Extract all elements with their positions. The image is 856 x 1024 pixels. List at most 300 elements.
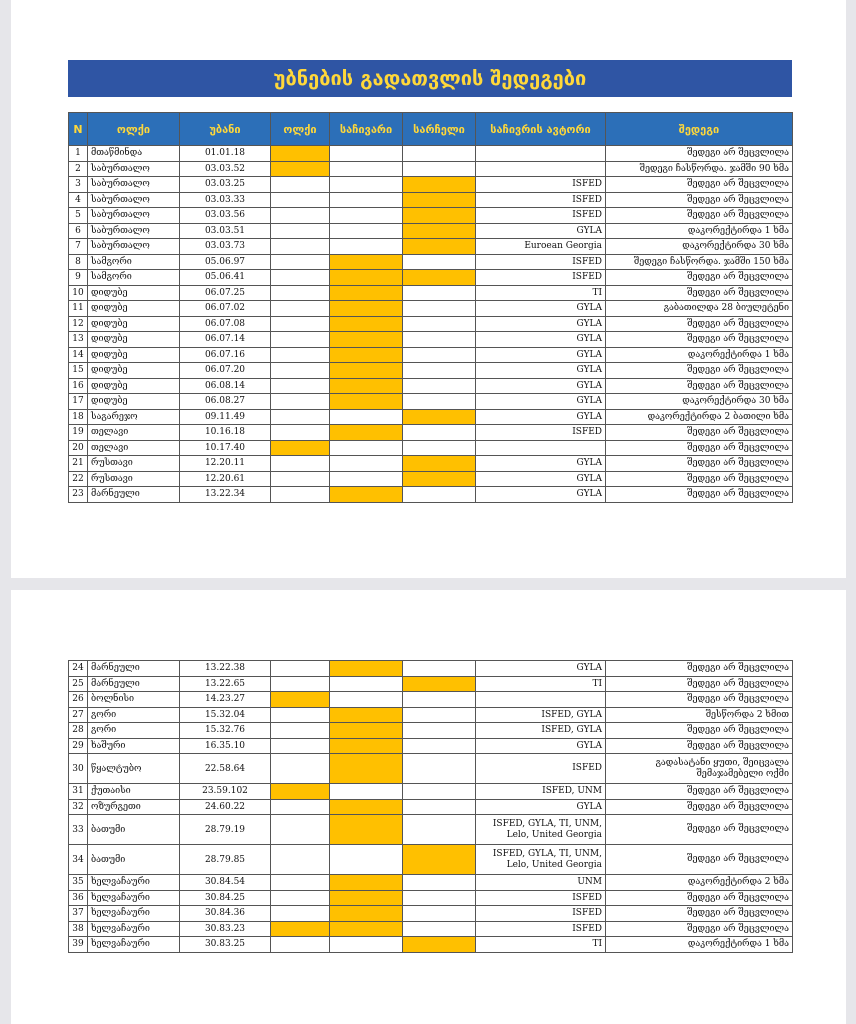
complaint-author-cell: Euroean Georgia xyxy=(476,239,606,255)
precinct-cell: 10.17.40 xyxy=(180,440,271,456)
precinct-cell: 06.08.14 xyxy=(180,378,271,394)
complaint-author-cell: UNM xyxy=(476,875,606,891)
recount-results-table xyxy=(68,112,793,503)
result-cell: დაკორექტირდა 2 ხმა xyxy=(606,875,793,891)
row-number: 23 xyxy=(69,487,88,503)
complaint-mark xyxy=(330,239,403,255)
table-row xyxy=(69,784,793,800)
district-commission-mark xyxy=(271,285,330,301)
precinct-cell: 14.23.27 xyxy=(180,692,271,708)
precinct-cell: 13.22.34 xyxy=(180,487,271,503)
complaint-author-cell: TI xyxy=(476,937,606,953)
result-cell: შედეგი არ შეცვლილა xyxy=(606,440,793,456)
header-district: ოლქი xyxy=(88,113,180,146)
lawsuit-mark xyxy=(403,316,476,332)
complaint-mark xyxy=(330,875,403,891)
complaint-mark xyxy=(330,378,403,394)
complaint-mark xyxy=(330,332,403,348)
row-number: 29 xyxy=(69,738,88,754)
precinct-cell: 03.03.56 xyxy=(180,208,271,224)
complaint-author-cell: ISFED, GYLA xyxy=(476,707,606,723)
table-row xyxy=(69,676,793,692)
precinct-cell: 12.20.11 xyxy=(180,456,271,472)
lawsuit-mark xyxy=(403,177,476,193)
district-cell: ხელვაჩაური xyxy=(88,875,180,891)
table-row xyxy=(69,692,793,708)
row-number: 33 xyxy=(69,815,88,845)
district-cell: ხელვაჩაური xyxy=(88,921,180,937)
precinct-cell: 30.84.25 xyxy=(180,890,271,906)
row-number: 17 xyxy=(69,394,88,410)
precinct-cell: 06.08.27 xyxy=(180,394,271,410)
lawsuit-mark xyxy=(403,285,476,301)
precinct-cell: 03.03.52 xyxy=(180,161,271,177)
precinct-cell: 09.11.49 xyxy=(180,409,271,425)
district-commission-mark xyxy=(271,378,330,394)
table-row xyxy=(69,347,793,363)
result-cell: შედეგი არ შეცვლილა xyxy=(606,799,793,815)
complaint-author-cell: ISFED xyxy=(476,906,606,922)
precinct-cell: 30.84.54 xyxy=(180,875,271,891)
table-row xyxy=(69,301,793,317)
result-cell: დაკორექტირდა 30 ხმა xyxy=(606,394,793,410)
complaint-mark xyxy=(330,692,403,708)
complaint-author-cell: ISFED xyxy=(476,192,606,208)
lawsuit-mark xyxy=(403,487,476,503)
complaint-author-cell: GYLA xyxy=(476,471,606,487)
district-commission-mark xyxy=(271,146,330,162)
precinct-cell: 03.03.33 xyxy=(180,192,271,208)
district-commission-mark xyxy=(271,890,330,906)
lawsuit-mark xyxy=(403,223,476,239)
lawsuit-mark xyxy=(403,239,476,255)
complaint-author-cell: GYLA xyxy=(476,332,606,348)
table-row xyxy=(69,487,793,503)
result-cell: შედეგი არ შეცვლილა xyxy=(606,661,793,677)
district-cell: საგარეჯო xyxy=(88,409,180,425)
complaint-author-cell: GYLA xyxy=(476,394,606,410)
district-cell: დიდუბე xyxy=(88,394,180,410)
lawsuit-mark xyxy=(403,921,476,937)
precinct-cell: 24.60.22 xyxy=(180,799,271,815)
result-cell: შედეგი არ შეცვლილა xyxy=(606,177,793,193)
complaint-author-cell: GYLA xyxy=(476,223,606,239)
result-cell: შედეგი არ შეცვლილა xyxy=(606,906,793,922)
document-page-2 xyxy=(11,590,846,1024)
lawsuit-mark xyxy=(403,471,476,487)
complaint-author-cell: GYLA xyxy=(476,378,606,394)
result-cell: შედეგი არ შეცვლილა xyxy=(606,332,793,348)
document-page-1 xyxy=(11,0,846,578)
result-cell: შედეგი არ შეცვლილა xyxy=(606,738,793,754)
precinct-cell: 06.07.16 xyxy=(180,347,271,363)
district-commission-mark xyxy=(271,440,330,456)
row-number: 24 xyxy=(69,661,88,677)
table-row xyxy=(69,661,793,677)
complaint-author-cell: GYLA xyxy=(476,363,606,379)
complaint-author-cell: ISFED xyxy=(476,754,606,784)
complaint-mark xyxy=(330,676,403,692)
complaint-mark xyxy=(330,425,403,441)
complaint-author-cell: GYLA xyxy=(476,487,606,503)
result-cell: გაბათილდა 28 ბიულეტენი xyxy=(606,301,793,317)
lawsuit-mark xyxy=(403,661,476,677)
table-row xyxy=(69,845,793,875)
complaint-mark xyxy=(330,754,403,784)
lawsuit-mark xyxy=(403,332,476,348)
table-row xyxy=(69,146,793,162)
header-lawsuit: სარჩელი xyxy=(403,113,476,146)
lawsuit-mark xyxy=(403,937,476,953)
precinct-cell: 15.32.76 xyxy=(180,723,271,739)
table-row xyxy=(69,363,793,379)
district-cell: ხაშური xyxy=(88,738,180,754)
complaint-mark xyxy=(330,845,403,875)
row-number: 37 xyxy=(69,906,88,922)
table-row xyxy=(69,799,793,815)
row-number: 14 xyxy=(69,347,88,363)
district-commission-mark xyxy=(271,661,330,677)
lawsuit-mark xyxy=(403,845,476,875)
table-row xyxy=(69,890,793,906)
district-commission-mark xyxy=(271,223,330,239)
lawsuit-mark xyxy=(403,738,476,754)
table-row xyxy=(69,723,793,739)
district-cell: ოზურგეთი xyxy=(88,799,180,815)
lawsuit-mark xyxy=(403,409,476,425)
precinct-cell: 06.07.08 xyxy=(180,316,271,332)
district-commission-mark xyxy=(271,316,330,332)
complaint-author-cell: ISFED xyxy=(476,425,606,441)
district-commission-mark xyxy=(271,676,330,692)
table-row xyxy=(69,875,793,891)
complaint-author-cell: GYLA xyxy=(476,456,606,472)
district-cell: ხელვაჩაური xyxy=(88,906,180,922)
complaint-mark xyxy=(330,487,403,503)
complaint-mark xyxy=(330,285,403,301)
district-cell: მთაწმინდა xyxy=(88,146,180,162)
result-cell: შედეგი არ შეცვლილა xyxy=(606,270,793,286)
result-cell: შესწორდა 2 ხმით xyxy=(606,707,793,723)
precinct-cell: 30.83.25 xyxy=(180,937,271,953)
district-cell: ბათუმი xyxy=(88,845,180,875)
district-cell: დიდუბე xyxy=(88,347,180,363)
district-cell: საბურთალო xyxy=(88,161,180,177)
row-number: 31 xyxy=(69,784,88,800)
row-number: 26 xyxy=(69,692,88,708)
row-number: 19 xyxy=(69,425,88,441)
row-number: 21 xyxy=(69,456,88,472)
district-commission-mark xyxy=(271,177,330,193)
table-row xyxy=(69,906,793,922)
complaint-mark xyxy=(330,456,403,472)
lawsuit-mark xyxy=(403,270,476,286)
result-cell: შედეგი არ შეცვლილა xyxy=(606,845,793,875)
district-cell: დიდუბე xyxy=(88,301,180,317)
row-number: 27 xyxy=(69,707,88,723)
district-commission-mark xyxy=(271,692,330,708)
district-commission-mark xyxy=(271,754,330,784)
row-number: 35 xyxy=(69,875,88,891)
page-title: უბნების გადათვლის შედეგები xyxy=(68,60,792,97)
lawsuit-mark xyxy=(403,456,476,472)
complaint-author-cell: GYLA xyxy=(476,301,606,317)
header-complaint-author: საჩივრის ავტორი xyxy=(476,113,606,146)
lawsuit-mark xyxy=(403,146,476,162)
district-cell: მარნეული xyxy=(88,661,180,677)
row-number: 30 xyxy=(69,754,88,784)
result-cell: შედეგი არ შეცვლილა xyxy=(606,487,793,503)
complaint-mark xyxy=(330,146,403,162)
complaint-author-cell: GYLA xyxy=(476,347,606,363)
complaint-mark xyxy=(330,270,403,286)
district-commission-mark xyxy=(271,921,330,937)
complaint-mark xyxy=(330,440,403,456)
lawsuit-mark xyxy=(403,754,476,784)
lawsuit-mark xyxy=(403,723,476,739)
result-cell: შედეგი არ შეცვლილა xyxy=(606,456,793,472)
lawsuit-mark xyxy=(403,208,476,224)
header-n: N xyxy=(69,113,88,146)
precinct-cell: 16.35.10 xyxy=(180,738,271,754)
row-number: 1 xyxy=(69,146,88,162)
table-row xyxy=(69,707,793,723)
district-commission-mark xyxy=(271,270,330,286)
district-commission-mark xyxy=(271,707,330,723)
complaint-mark xyxy=(330,347,403,363)
result-cell: დაკორექტირდა 1 ხმა xyxy=(606,937,793,953)
district-commission-mark xyxy=(271,456,330,472)
district-cell: ხელვაჩაური xyxy=(88,890,180,906)
complaint-author-cell: ISFED xyxy=(476,270,606,286)
row-number: 10 xyxy=(69,285,88,301)
complaint-mark xyxy=(330,921,403,937)
table-header-row xyxy=(69,113,793,146)
table-row xyxy=(69,285,793,301)
district-cell: რუსთავი xyxy=(88,456,180,472)
complaint-author-cell xyxy=(476,146,606,162)
table-row xyxy=(69,921,793,937)
table-row xyxy=(69,754,793,784)
district-cell: დიდუბე xyxy=(88,332,180,348)
table-row xyxy=(69,223,793,239)
complaint-mark xyxy=(330,363,403,379)
district-cell: გორი xyxy=(88,723,180,739)
precinct-cell: 03.03.73 xyxy=(180,239,271,255)
lawsuit-mark xyxy=(403,692,476,708)
result-cell: დაკორექტირდა 30 ხმა xyxy=(606,239,793,255)
result-cell: დაკორექტირდა 1 ხმა xyxy=(606,223,793,239)
district-cell: სამგორი xyxy=(88,254,180,270)
complaint-mark xyxy=(330,254,403,270)
row-number: 20 xyxy=(69,440,88,456)
precinct-cell: 06.07.25 xyxy=(180,285,271,301)
precinct-cell: 10.16.18 xyxy=(180,425,271,441)
complaint-author-cell: GYLA xyxy=(476,409,606,425)
district-cell: საბურთალო xyxy=(88,239,180,255)
complaint-author-cell: ISFED xyxy=(476,208,606,224)
table-row xyxy=(69,332,793,348)
precinct-cell: 28.79.19 xyxy=(180,815,271,845)
precinct-cell: 28.79.85 xyxy=(180,845,271,875)
complaint-mark xyxy=(330,161,403,177)
complaint-mark xyxy=(330,906,403,922)
precinct-cell: 05.06.97 xyxy=(180,254,271,270)
row-number: 6 xyxy=(69,223,88,239)
row-number: 39 xyxy=(69,937,88,953)
result-cell: დაკორექტირდა 2 ბათილი ხმა xyxy=(606,409,793,425)
complaint-author-cell: ISFED xyxy=(476,921,606,937)
complaint-mark xyxy=(330,177,403,193)
row-number: 5 xyxy=(69,208,88,224)
district-cell: თელავი xyxy=(88,425,180,441)
district-commission-mark xyxy=(271,208,330,224)
precinct-cell: 13.22.65 xyxy=(180,676,271,692)
district-cell: გორი xyxy=(88,707,180,723)
district-commission-mark xyxy=(271,738,330,754)
row-number: 22 xyxy=(69,471,88,487)
district-cell: ქუთაისი xyxy=(88,784,180,800)
district-cell: მარნეული xyxy=(88,676,180,692)
complaint-author-cell: TI xyxy=(476,676,606,692)
lawsuit-mark xyxy=(403,347,476,363)
table-row xyxy=(69,254,793,270)
complaint-mark xyxy=(330,738,403,754)
district-commission-mark xyxy=(271,471,330,487)
result-cell: შედეგი არ შეცვლილა xyxy=(606,378,793,394)
row-number: 12 xyxy=(69,316,88,332)
result-cell: შედეგი არ შეცვლილა xyxy=(606,692,793,708)
complaint-author-cell: ISFED xyxy=(476,254,606,270)
result-cell: შედეგი არ შეცვლილა xyxy=(606,815,793,845)
lawsuit-mark xyxy=(403,161,476,177)
district-commission-mark xyxy=(271,192,330,208)
complaint-author-cell xyxy=(476,692,606,708)
result-cell: შედეგი არ შეცვლილა xyxy=(606,208,793,224)
lawsuit-mark xyxy=(403,875,476,891)
row-number: 16 xyxy=(69,378,88,394)
result-cell: შედეგი ჩასწორდა. ჯამში 150 ხმა xyxy=(606,254,793,270)
district-commission-mark xyxy=(271,409,330,425)
district-cell: დიდუბე xyxy=(88,285,180,301)
precinct-cell: 15.32.04 xyxy=(180,707,271,723)
lawsuit-mark xyxy=(403,378,476,394)
district-cell: ბათუმი xyxy=(88,815,180,845)
district-commission-mark xyxy=(271,845,330,875)
district-commission-mark xyxy=(271,239,330,255)
table-row xyxy=(69,471,793,487)
table-row xyxy=(69,440,793,456)
result-cell: შედეგი არ შეცვლილა xyxy=(606,316,793,332)
table-row xyxy=(69,937,793,953)
complaint-mark xyxy=(330,223,403,239)
row-number: 28 xyxy=(69,723,88,739)
table-row xyxy=(69,316,793,332)
table-row xyxy=(69,409,793,425)
result-cell: შედეგი ჩასწორდა. ჯამში 90 ხმა xyxy=(606,161,793,177)
precinct-cell: 01.01.18 xyxy=(180,146,271,162)
district-cell: დიდუბე xyxy=(88,316,180,332)
precinct-cell: 30.83.23 xyxy=(180,921,271,937)
lawsuit-mark xyxy=(403,815,476,845)
district-commission-mark xyxy=(271,875,330,891)
complaint-mark xyxy=(330,784,403,800)
complaint-author-cell: GYLA xyxy=(476,661,606,677)
district-commission-mark xyxy=(271,161,330,177)
precinct-cell: 06.07.02 xyxy=(180,301,271,317)
complaint-author-cell xyxy=(476,440,606,456)
complaint-mark xyxy=(330,409,403,425)
complaint-mark xyxy=(330,799,403,815)
row-number: 13 xyxy=(69,332,88,348)
result-cell: შედეგი არ შეცვლილა xyxy=(606,192,793,208)
result-cell: შედეგი არ შეცვლილა xyxy=(606,784,793,800)
precinct-cell: 06.07.20 xyxy=(180,363,271,379)
lawsuit-mark xyxy=(403,425,476,441)
district-commission-mark xyxy=(271,799,330,815)
result-cell: შედეგი არ შეცვლილა xyxy=(606,285,793,301)
complaint-author-cell: GYLA xyxy=(476,316,606,332)
complaint-author-cell: ISFED xyxy=(476,890,606,906)
district-commission-mark xyxy=(271,425,330,441)
district-commission-mark xyxy=(271,937,330,953)
table-row xyxy=(69,270,793,286)
row-number: 3 xyxy=(69,177,88,193)
result-cell: შედეგი არ შეცვლილა xyxy=(606,146,793,162)
row-number: 36 xyxy=(69,890,88,906)
complaint-author-cell: ISFED, GYLA, TI, UNM, Lelo, United Georgia xyxy=(476,845,606,875)
district-commission-mark xyxy=(271,332,330,348)
header-precinct: უბანი xyxy=(180,113,271,146)
lawsuit-mark xyxy=(403,440,476,456)
complaint-mark xyxy=(330,815,403,845)
lawsuit-mark xyxy=(403,676,476,692)
recount-results-table-continued xyxy=(68,660,793,953)
lawsuit-mark xyxy=(403,799,476,815)
lawsuit-mark xyxy=(403,254,476,270)
complaint-mark xyxy=(330,707,403,723)
result-cell: შედეგი არ შეცვლილა xyxy=(606,363,793,379)
table-row xyxy=(69,425,793,441)
district-commission-mark xyxy=(271,487,330,503)
lawsuit-mark xyxy=(403,890,476,906)
table-row xyxy=(69,394,793,410)
precinct-cell: 06.07.14 xyxy=(180,332,271,348)
lawsuit-mark xyxy=(403,301,476,317)
complaint-mark xyxy=(330,890,403,906)
table-row xyxy=(69,815,793,845)
lawsuit-mark xyxy=(403,394,476,410)
lawsuit-mark xyxy=(403,363,476,379)
lawsuit-mark xyxy=(403,192,476,208)
precinct-cell: 12.20.61 xyxy=(180,471,271,487)
complaint-author-cell: ISFED, GYLA, TI, UNM, Lelo, United Georgia xyxy=(476,815,606,845)
row-number: 4 xyxy=(69,192,88,208)
complaint-mark xyxy=(330,723,403,739)
table-row xyxy=(69,161,793,177)
row-number: 32 xyxy=(69,799,88,815)
precinct-cell: 03.03.51 xyxy=(180,223,271,239)
complaint-mark xyxy=(330,208,403,224)
district-commission-mark xyxy=(271,254,330,270)
result-cell: შედეგი არ შეცვლილა xyxy=(606,723,793,739)
district-commission-mark xyxy=(271,906,330,922)
district-commission-mark xyxy=(271,347,330,363)
district-cell: ბოლნისი xyxy=(88,692,180,708)
row-number: 15 xyxy=(69,363,88,379)
precinct-cell: 03.03.25 xyxy=(180,177,271,193)
precinct-cell: 22.58.64 xyxy=(180,754,271,784)
